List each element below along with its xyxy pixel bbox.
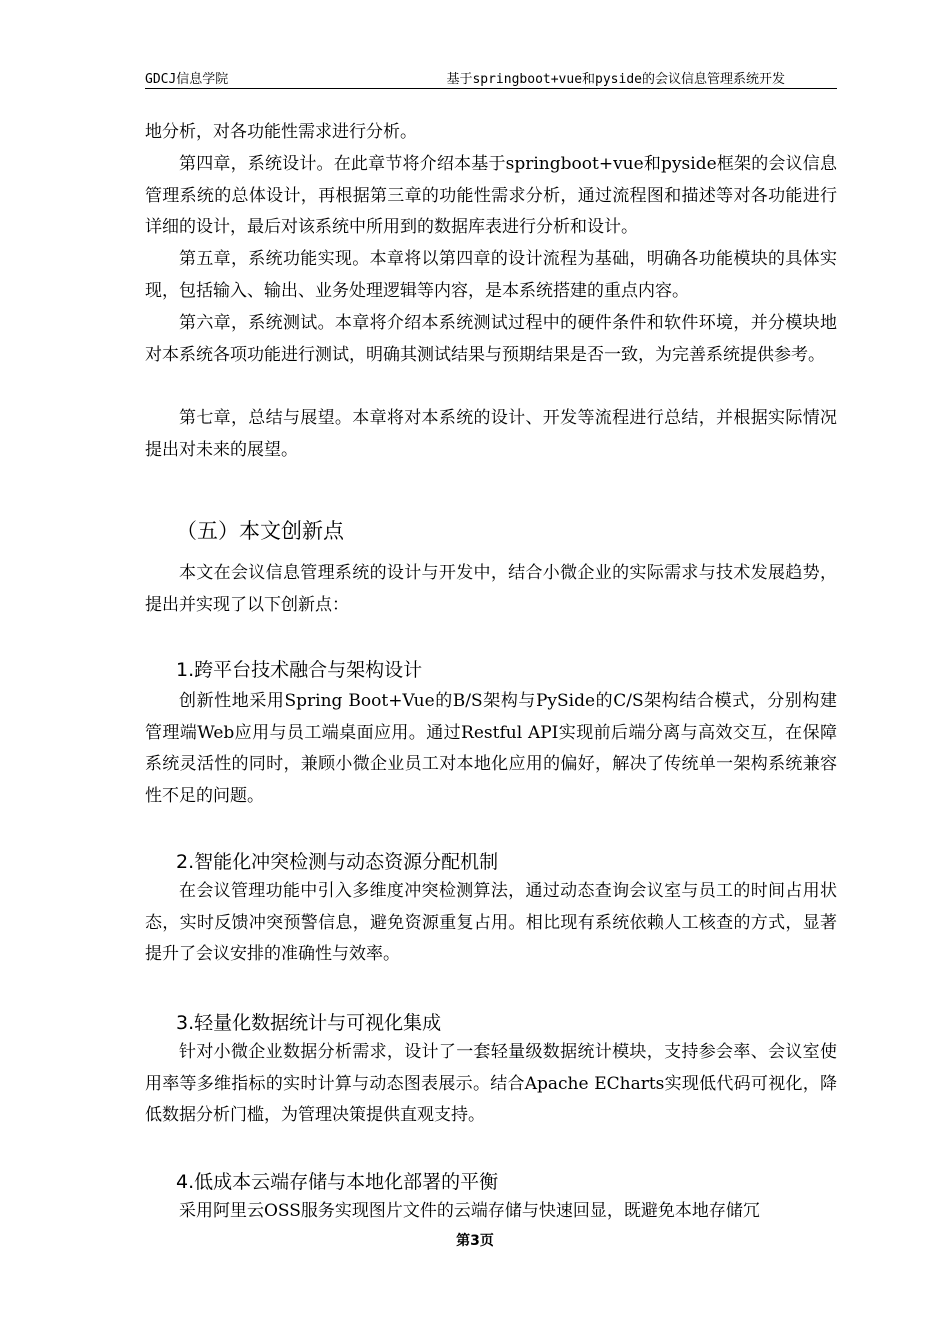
innovation-body-2: 在会议管理功能中引入多维度冲突检测算法，通过动态查询会议室与员工的时间占用状态，实时反馈冲突预警信息，避免资源重复占用。相比现有系统依赖人工核查的方式，显著提升了会议安排的准确性与效率。	[145, 881, 837, 964]
innovation-body-1: 创新性地采用Spring Boot+Vue的B/S架构与PySide的C/S架构结合模式，分别构建管理端Web应用与员工端桌面应用。通过Restful API实现前后端分离与高效交互，在保障系统灵活性的同时，兼顾小微企业员工对本地化应用的偏好，解决了传统单一架构系统兼容性不足的问题。	[145, 691, 837, 806]
paragraph-chapter-six: 第六章，系统测试。本章将介绍本系统测试过程中的硬件条件和软件环境，并分模块地对本系统各项功能进行测试，明确其测试结果与预期结果是否一致，为完善系统提供参考。	[145, 313, 837, 365]
innovation-heading-3: 3.轻量化数据统计与可视化集成	[176, 1012, 442, 1034]
section-intro: 本文在会议信息管理系统的设计与开发中，结合小微企业的实际需求与技术发展趋势，提出并实现了以下创新点：	[145, 563, 837, 615]
innovation-body-4: 采用阿里云OSS服务实现图片文件的云端存储与快速回显，既避免本地存储冗	[179, 1201, 760, 1221]
paragraph-continued: 地分析，对各功能性需求进行分析。	[145, 122, 417, 142]
running-header	[145, 66, 837, 89]
section-heading: （五）本文创新点	[176, 519, 344, 543]
innovation-body-3: 针对小微企业数据分析需求，设计了一套轻量级数据统计模块，支持参会率、会议室使用率等多维指标的实时计算与动态图表展示。结合Apache ECharts实现低代码可视化，降低数据分析门槛，为管理决策提供直观支持。	[145, 1042, 837, 1125]
paragraph-chapter-seven: 第七章，总结与展望。本章将对本系统的设计、开发等流程进行总结，并根据实际情况提出对未来的展望。	[145, 408, 837, 460]
innovation-heading-2: 2.智能化冲突检测与动态资源分配机制	[176, 851, 499, 873]
page-number: 第3页	[456, 1233, 494, 1249]
paragraph-chapter-five: 第五章，系统功能实现。本章将以第四章的设计流程为基础，明确各功能模块的具体实现，包括输入、输出、业务处理逻辑等内容，是本系统搭建的重点内容。	[145, 249, 837, 301]
header-institution: GDCJ信息学院	[145, 72, 229, 87]
innovation-heading-1: 1.跨平台技术融合与架构设计	[176, 659, 423, 681]
innovation-heading-4: 4.低成本云端存储与本地化部署的平衡	[176, 1171, 499, 1193]
paragraph-chapter-four: 第四章，系统设计。在此章节将介绍本基于springboot+vue和pyside框架的会议信息管理系统的总体设计，再根据第三章的功能性需求分析，通过流程图和描述等对各功能进行详细的设计，最后对该系统中所用到的数据库表进行分析和设计。	[145, 154, 837, 237]
header-thesis-title: 基于springboot+vue和pyside的会议信息管理系统开发	[446, 72, 785, 87]
